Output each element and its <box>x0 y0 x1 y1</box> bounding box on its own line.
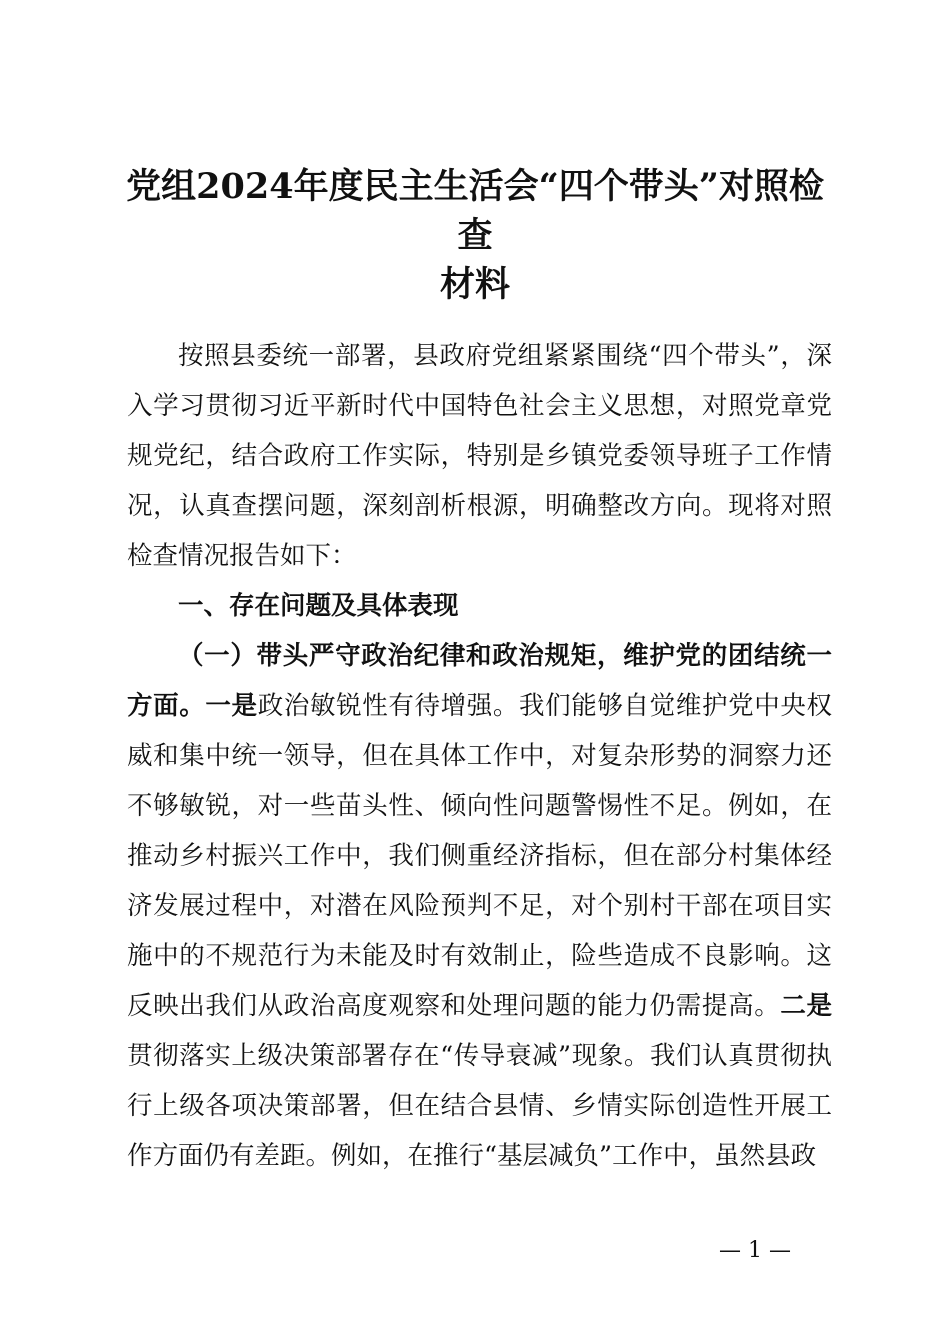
document-body <box>127 331 832 1181</box>
subsection-1-heading: （一）带头严守政治纪律和政治规矩，维护党的团结统一方面。 <box>127 641 832 721</box>
title-line-1: 党组2024年度民主生活会“四个带头”对照检查 <box>126 166 824 256</box>
intro-paragraph: 按照县委统一部署，县政府党组紧紧围绕“四个带头”，深入学习贯彻习近平新时代中国特色社会主义思想，对照党章党规党纪，结合政府工作实际，特别是乡镇党委领导班子工作情况，认真查摆问题，深刻剖析根源，明确整改方向。现将对照检查情况报告如下： <box>127 341 832 571</box>
title-line-2: 材料 <box>439 264 510 305</box>
document-title <box>110 162 840 309</box>
point-2-text: 贯彻落实上级决策部署存在“传导衰减”现象。我们认真贯彻执行上级各项决策部署，但在结合县情、乡情实际创造性开展工作方面仍有差距。例如，在推行“基层减负”工作中，虽然县政 <box>127 1041 832 1171</box>
point-2-label: 二是 <box>780 991 832 1021</box>
subsection-1-paragraph <box>127 631 832 1181</box>
point-1-text: 政治敏锐性有待增强。我们能够自觉维护党中央权威和集中统一领导，但在具体工作中，对复杂形势的洞察力还不够敏锐，对一些苗头性、倾向性问题警惕性不足。例如，在推动乡村振兴工作中，我们侧重经济指标，但在部分村集体经济发展过程中，对潜在风险预判不足，对个别村干部在项目实施中的不规范行为未能及时有效制止，险些造成不良影响。这反映出我们从政治高度观察和处理问题的能力仍需提高。 <box>127 691 832 1021</box>
point-1-label: 一是 <box>205 691 258 721</box>
page-number: — 1 — <box>719 1238 791 1263</box>
section-1-heading: 一、存在问题及具体表现 <box>178 591 459 621</box>
